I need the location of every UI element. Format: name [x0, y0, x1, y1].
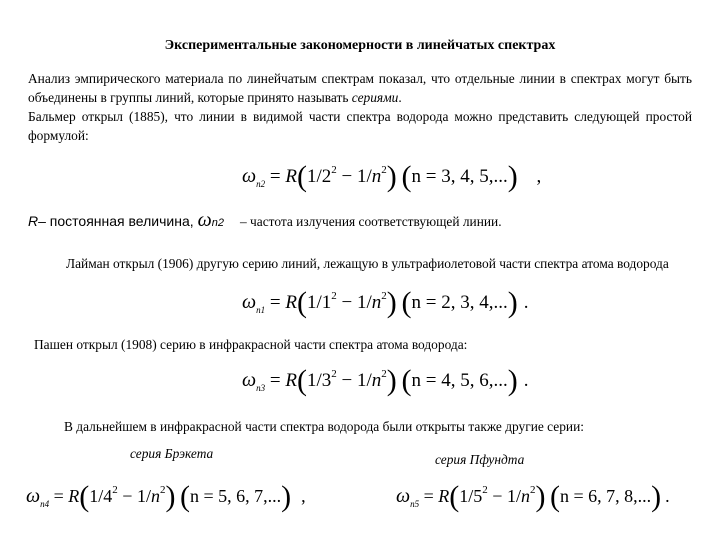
n-variable: n	[520, 486, 530, 506]
exponent: 2	[331, 290, 337, 302]
brackett-formula	[26, 480, 306, 513]
exponent: 2	[381, 368, 387, 380]
paschen-paragraph: Пашен открыл (1908) серию в инфракрасной части спектра атома водорода:	[34, 337, 468, 352]
R-description: – постоянная величина,	[38, 213, 194, 229]
page-title: Экспериментальные закономерности в линейчатых спектрах	[164, 38, 556, 53]
left-paren: (	[296, 160, 307, 193]
right-paren: )	[535, 480, 546, 513]
left-paren: (	[401, 286, 412, 319]
n-range: n = 5, 6, 7,...	[189, 486, 282, 506]
definition-line	[28, 209, 708, 232]
omega-subscript: n2	[256, 179, 266, 189]
intro-paragraph	[28, 69, 692, 107]
rydberg-constant: R	[285, 166, 297, 187]
n-variable: n	[371, 292, 382, 313]
omega-symbol: ω	[242, 369, 257, 391]
minus-term: − 1/	[336, 370, 372, 391]
equals: =	[419, 486, 439, 506]
left-paren: (	[449, 480, 460, 513]
right-paren: )	[386, 364, 397, 397]
intro-end: .	[398, 90, 402, 105]
equals: =	[265, 166, 286, 187]
exponent: 2	[159, 484, 166, 496]
rydberg-constant: R	[68, 486, 80, 506]
omega-description: – частота излучения соответствующей линии.	[240, 214, 502, 229]
n-variable: n	[371, 370, 382, 391]
rydberg-constant: R	[285, 370, 297, 391]
left-paren: (	[79, 480, 90, 513]
omega-symbol: ω	[26, 485, 41, 507]
brackett-caption: серия Брэкета	[130, 446, 214, 461]
term1: 1/3	[306, 370, 332, 391]
left-paren: (	[296, 286, 307, 319]
n-range: n = 3, 4, 5,...	[411, 166, 508, 187]
n-variable: n	[150, 486, 160, 506]
trailing-punct: ,	[301, 486, 306, 506]
left-paren: (	[401, 364, 412, 397]
equals: =	[49, 486, 69, 506]
equals: =	[265, 292, 286, 313]
omega-subscript: n4	[40, 499, 50, 509]
left-paren: (	[401, 160, 412, 193]
minus-term: − 1/	[336, 292, 372, 313]
equals: =	[265, 370, 286, 391]
left-paren: (	[296, 364, 307, 397]
balmer-formula	[242, 160, 542, 193]
paschen-formula	[242, 364, 529, 397]
rydberg-constant: R	[285, 292, 297, 313]
lyman-formula	[242, 286, 529, 319]
n-range: n = 2, 3, 4,...	[411, 292, 508, 313]
right-paren: )	[507, 160, 518, 193]
balmer-paragraph: Бальмер открыл (1885), что линии в видимой части спектра водорода можно представить следующей простой формулой:	[28, 109, 692, 143]
exponent: 2	[381, 290, 387, 302]
left-paren: (	[549, 480, 560, 513]
term1: 1/2	[306, 166, 332, 187]
exponent: 2	[331, 164, 337, 176]
right-paren: )	[281, 480, 292, 513]
omega-symbol: ω	[396, 485, 411, 507]
omega-subscript: n1	[256, 305, 266, 315]
right-paren: )	[507, 364, 518, 397]
minus-term: − 1/	[336, 166, 372, 187]
trailing-punct: .	[523, 370, 529, 391]
omega-subscript: n5	[410, 499, 420, 509]
trailing-punct: .	[665, 486, 670, 506]
right-paren: )	[507, 286, 518, 319]
minus-term: − 1/	[487, 486, 521, 506]
right-paren: )	[386, 160, 397, 193]
pfund-formula	[396, 480, 670, 513]
omega-symbol: ω	[197, 209, 212, 231]
term1: 1/5	[459, 486, 483, 506]
exponent: 2	[482, 484, 488, 496]
term1: 1/4	[89, 486, 113, 506]
n-range: n = 4, 5, 6,...	[411, 370, 508, 391]
omega-subscript: n3	[256, 383, 266, 393]
left-paren: (	[179, 480, 190, 513]
intro-emphasis: сериями	[351, 90, 399, 105]
n-variable: n	[371, 166, 382, 187]
n-range: n = 6, 7, 8,...	[559, 486, 652, 506]
exponent: 2	[529, 484, 536, 496]
omega-subscript: n2	[211, 217, 224, 229]
R-symbol: R	[28, 213, 39, 229]
omega-symbol: ω	[242, 291, 257, 313]
trailing-punct: .	[523, 292, 529, 313]
right-paren: )	[651, 480, 662, 513]
right-paren: )	[165, 480, 176, 513]
term1: 1/1	[306, 292, 332, 313]
rydberg-constant: R	[438, 486, 450, 506]
further-paragraph: В дальнейшем в инфракрасной части спектра водорода были открыты также другие серии:	[64, 419, 584, 434]
intro-text: Анализ эмпирического материала по линейчатым спектрам показал, что отдельные линии в спектрах могут быть объединены в группы линий, которые принято называть	[28, 71, 692, 105]
lyman-paragraph: Лайман открыл (1906) другую серию линий, лежащую в ультрафиолетовой части спектра атома водорода	[66, 256, 669, 271]
exponent: 2	[381, 164, 387, 176]
trailing-punct: ,	[536, 166, 542, 187]
minus-term: − 1/	[117, 486, 151, 506]
exponent: 2	[112, 484, 118, 496]
omega-symbol: ω	[242, 165, 257, 187]
right-paren: )	[386, 286, 397, 319]
pfund-caption: серия Пфундта	[435, 452, 525, 467]
exponent: 2	[331, 368, 337, 380]
